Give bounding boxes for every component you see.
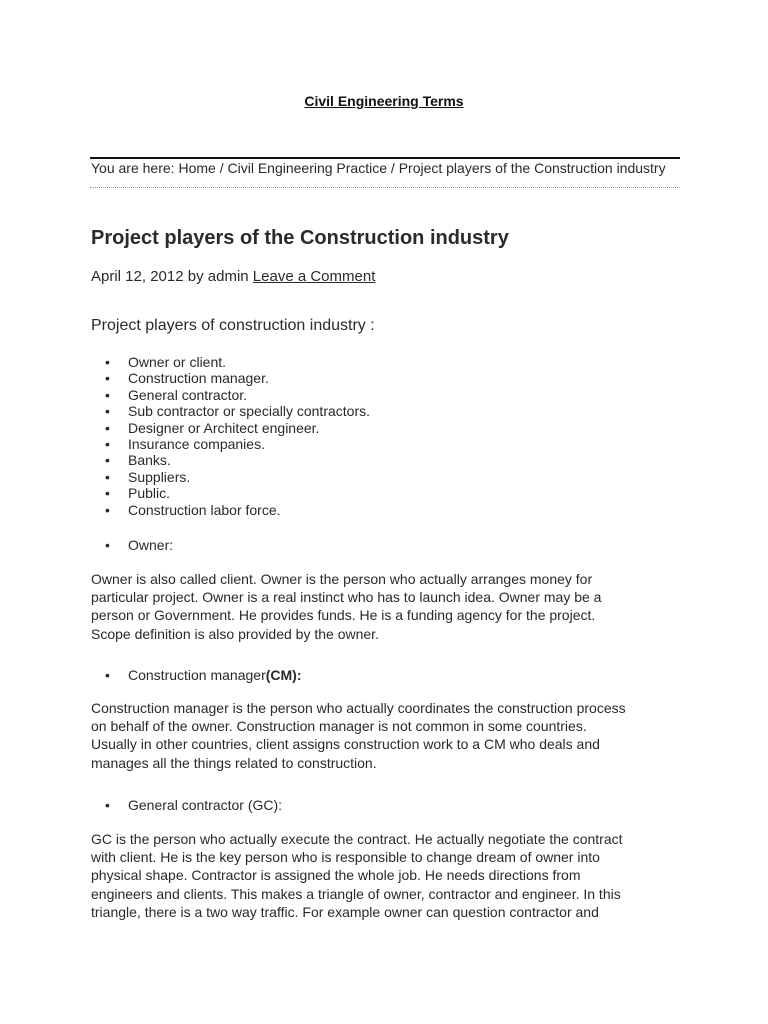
paragraph-line: person or Government. He provides funds. He is a funding agency for the project. <box>91 607 596 624</box>
post-author: admin <box>207 268 249 285</box>
cm-paragraph <box>91 699 681 772</box>
breadcrumb-prefix: You are here: <box>91 160 175 176</box>
cm-heading-text: Construction manager <box>128 667 266 683</box>
paragraph-line: Construction manager is the person who actually coordinates the construction process <box>91 700 626 716</box>
list-item: • Construction labor force. <box>91 502 370 518</box>
owner-heading-text: Owner: <box>128 537 174 553</box>
paragraph-line: with client. He is the key person who is responsible to change dream of owner into <box>91 849 600 866</box>
leave-comment-link[interactable]: Leave a Comment <box>252 268 376 285</box>
breadcrumb-separator: / <box>390 160 395 176</box>
paragraph-line: physical shape. Contractor is assigned the whole job. He needs directions from <box>91 867 581 884</box>
breadcrumb-separator: / <box>219 160 224 176</box>
list-item: • Insurance companies. <box>91 436 370 452</box>
breadcrumb <box>91 160 666 176</box>
post-intro: Project players of construction industry : <box>91 317 375 334</box>
breadcrumb-current: Project players of the Construction industry <box>398 160 666 176</box>
owner-paragraph <box>91 570 681 643</box>
post-by: by <box>187 268 204 285</box>
post-meta <box>91 268 375 285</box>
cm-heading <box>91 667 302 683</box>
post-date: April 12, 2012 <box>91 268 184 285</box>
header-divider <box>90 157 680 159</box>
list-item: • Banks. <box>91 452 370 468</box>
paragraph-line: on behalf of the owner. Construction manager is not common in some countries. <box>91 718 587 735</box>
breadcrumb-home-link[interactable]: Home <box>178 160 216 176</box>
list-item: • Public. <box>91 485 370 501</box>
cm-heading-abbr: (CM): <box>265 667 302 683</box>
paragraph-line: Scope definition is also provided by the owner. <box>91 625 379 642</box>
breadcrumb-divider <box>90 187 680 188</box>
breadcrumb-category-link[interactable]: Civil Engineering Practice <box>227 160 388 176</box>
gc-heading-text: General contractor (GC): <box>128 797 283 813</box>
paragraph-line: manages all the things related to construction. <box>91 754 377 771</box>
players-list <box>91 354 370 518</box>
list-item: • General contractor. <box>91 387 370 403</box>
paragraph-line: GC is the person who actually execute the contract. He actually negotiate the contract <box>91 831 623 847</box>
list-item: • Designer or Architect engineer. <box>91 420 370 436</box>
paragraph-line: triangle, there is a two way traffic. For example owner can question contractor and <box>91 903 599 920</box>
gc-heading <box>91 797 282 813</box>
site-title[interactable]: Civil Engineering Terms <box>304 93 464 109</box>
paragraph-line: Owner is also called client. Owner is the person who actually arranges money for <box>91 571 593 587</box>
paragraph-line: particular project. Owner is a real instinct who has to launch idea. Owner may be a <box>91 589 602 606</box>
list-item: • Sub contractor or specially contractors. <box>91 403 370 419</box>
gc-paragraph <box>91 830 681 921</box>
list-item: • Construction manager. <box>91 370 370 386</box>
post-title: Project players of the Construction industry <box>91 227 509 249</box>
owner-heading <box>91 537 173 553</box>
paragraph-line: engineers and clients. This makes a triangle of owner, contractor and engineer. In this <box>91 885 621 902</box>
list-item: • Suppliers. <box>91 469 370 485</box>
list-item: • Owner or client. <box>91 354 370 370</box>
paragraph-line: Usually in other countries, client assigns construction work to a CM who deals and <box>91 736 600 753</box>
